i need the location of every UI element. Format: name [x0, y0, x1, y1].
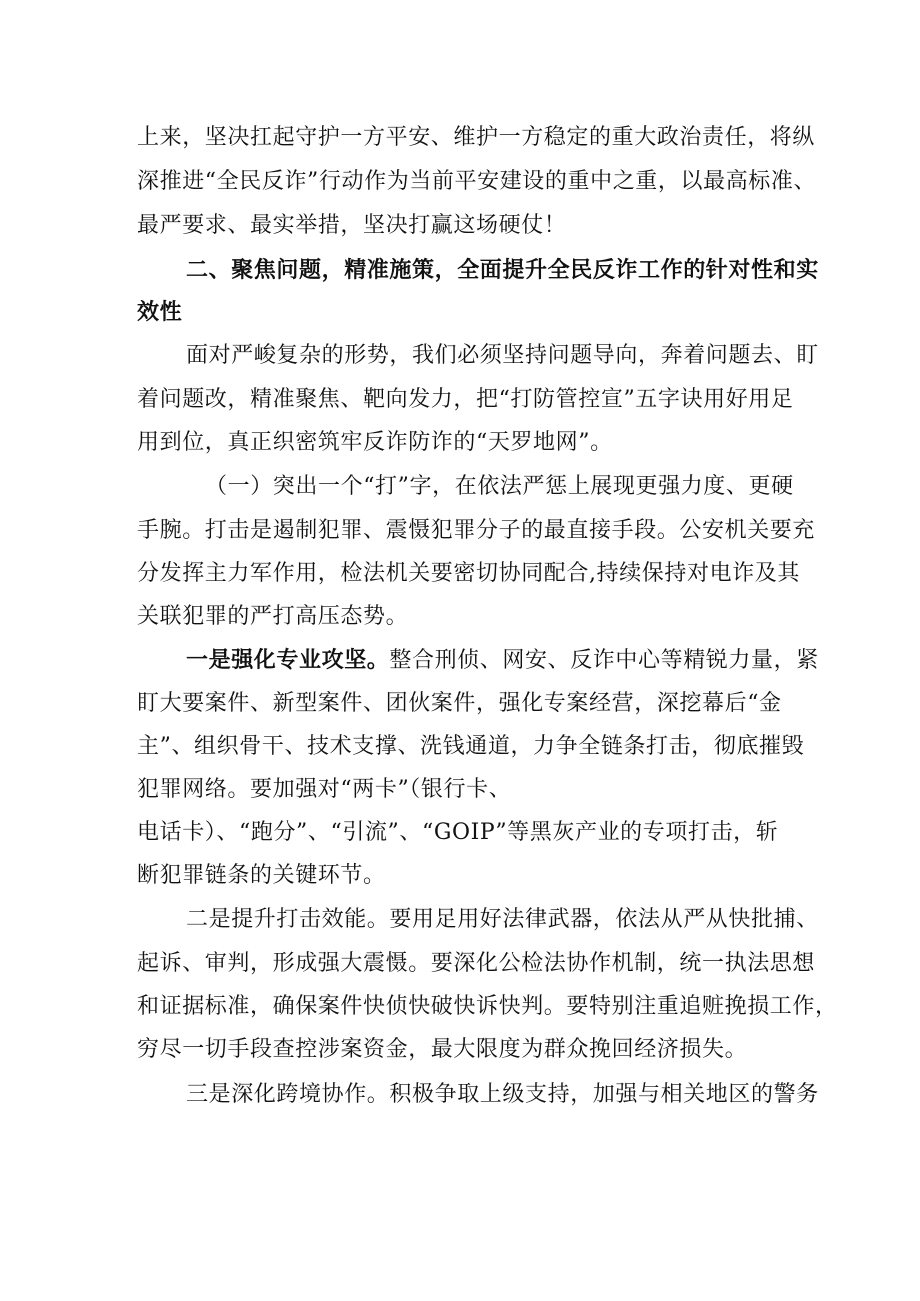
paragraph-line: 穷尽一切手段查控涉案资金，最大限度为群众挽回经济损失。 — [137, 1037, 748, 1062]
paragraph-line: 和证据标准，确保案件快侦快破快诉快判。要特别注重追赃挽损工作， — [137, 994, 838, 1019]
paragraph-line: 盯大要案件、新型案件、团伙案件，强化专案经营，深挖幕后“金 — [137, 691, 782, 716]
paragraph-line: 断犯罪链条的关键环节。 — [137, 863, 386, 888]
subsection-heading: （一）突出一个“打”字，在依法严惩上展现更强力度、更硬 — [205, 474, 794, 499]
paragraph-line: 深推进“全民反诈”行动作为当前平安建设的重中之重，以最高标准、 — [137, 169, 817, 194]
paragraph-line-with-lead — [186, 645, 819, 676]
paragraph-line: 面对严峻复杂的形势，我们必须坚持问题导向，奔着问题去、盯 — [186, 343, 819, 368]
paragraph-line: 犯罪网络。要加强对“两卡”（银行卡、 — [137, 777, 512, 802]
paragraph-line: 分发挥主力军作用，检法机关要密切协同配合,持续保持对电诈及其 — [137, 561, 800, 586]
paragraph-line: 上来，坚决扛起守护一方平安、维护一方稳定的重大政治责任，将纵 — [137, 125, 816, 150]
paragraph-line: 主”、组织骨干、技术支撑、洗钱通道，力争全链条打击，彻底摧毁 — [137, 734, 805, 759]
paragraph-line: 着问题改，精准聚焦、靶向发力，把“打防管控宣”五字诀用好用足 — [137, 387, 794, 412]
paragraph-line: 用到位，真正织密筑牢反诈防诈的“天罗地网”。 — [137, 430, 613, 455]
paragraph-line: 最严要求、最实举措，坚决打赢这场硬仗！ — [137, 213, 567, 238]
section-heading: 二、聚焦问题，精准施策，全面提升全民反诈工作的针对性和实 — [186, 257, 819, 283]
bold-lead-text: 一是强化专业攻坚。 — [186, 647, 390, 673]
paragraph-line: 手腕。打击是遏制犯罪、震慑犯罪分子的最直接手段。公安机关要充 — [137, 518, 816, 543]
section-heading-continued: 效性 — [137, 299, 183, 325]
paragraph-line: 关联犯罪的严打高压态势。 — [137, 604, 409, 629]
paragraph-line: 二是提升打击效能。要用足用好法律武器，依法从严从快批捕、 — [186, 907, 819, 932]
paragraph-line: 电话卡）、“跑分”、“引流”、“GOIP”等黑灰产业的专项打击，斩 — [137, 820, 779, 845]
paragraph-line: 起诉、审判，形成强大震慑。要深化公检法协作机制，统一执法思想 — [137, 951, 816, 976]
paragraph-text: 整合刑侦、网安、反诈中心等精锐力量，紧 — [389, 648, 819, 673]
paragraph-line: 三是深化跨境协作。积极争取上级支持，加强与相关地区的警务 — [186, 1082, 819, 1107]
